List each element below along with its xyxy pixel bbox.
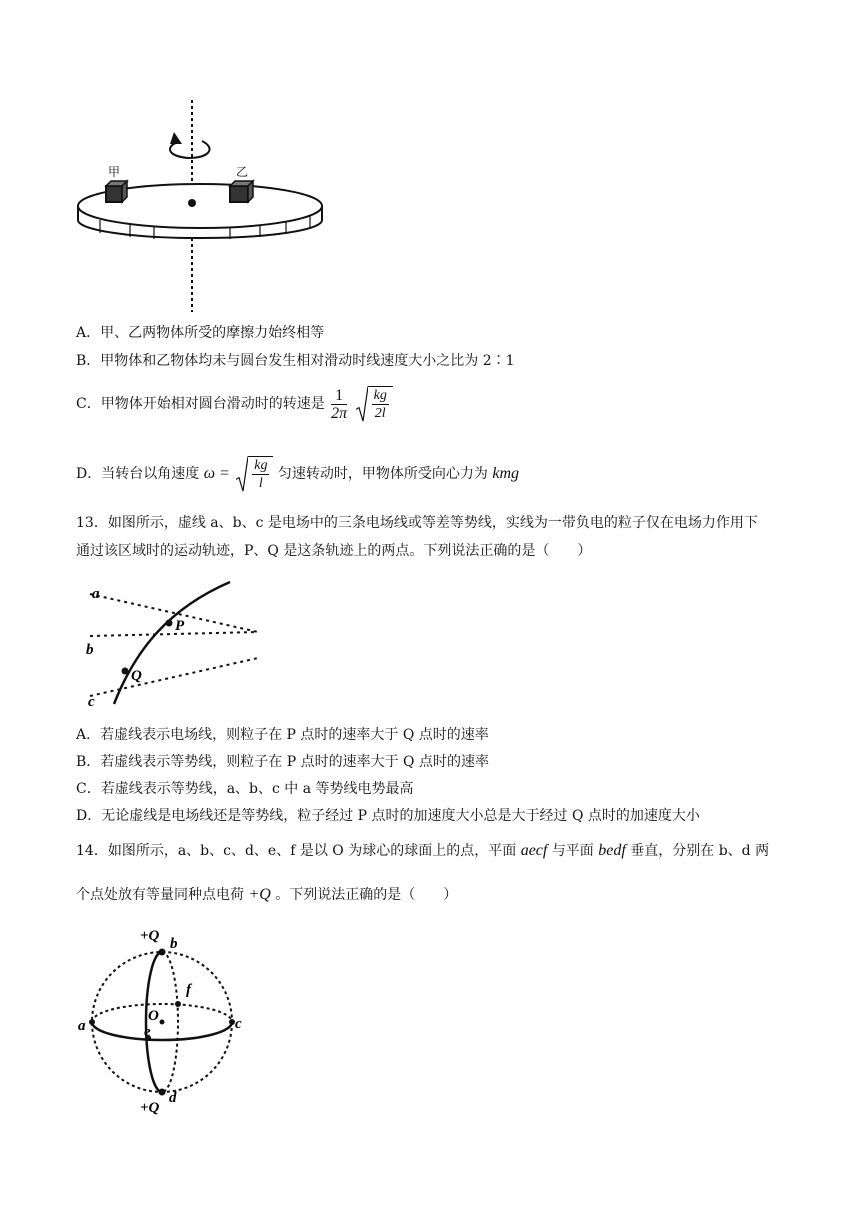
- radicand-numerator: kg: [373, 388, 387, 403]
- q12-option-b: B．甲物体和乙物体均未与圆台发生相对滑动时线速度大小之比为 2∶1: [76, 353, 515, 369]
- frac-denominator: 2π: [331, 404, 348, 422]
- point-P: [166, 620, 173, 627]
- label-a: a: [78, 1018, 86, 1034]
- label-jia: 甲: [108, 165, 121, 179]
- point-f: [175, 1001, 181, 1007]
- label-plusQ-bottom: +Q: [140, 1100, 160, 1116]
- q13-stem-line1: 13．如图所示，虚线 a、b、c 是电场中的三条电场线或等差等势线，实线为一带负电的粒子仅在电场力作用下: [76, 515, 758, 531]
- disk-center: [188, 199, 196, 207]
- q14-stem-line2-b: 。下列说法正确的是（ ）: [275, 887, 458, 903]
- q13-option-a: A．若虚线表示电场线，则粒子在 P 点时的速率大于 Q 点时的速率: [76, 727, 489, 743]
- q12-option-c-prefix: C．甲物体开始相对圆台滑动时的转速是: [76, 396, 325, 412]
- q14-stem-line1-a: 14．如图所示，a、b、c、d、e、f 是以 O 为球心的球面上的点，平面: [76, 843, 517, 859]
- radical-icon: [236, 456, 248, 492]
- q14-stem-line2-a: 个点处放有等量同种点电荷: [76, 887, 244, 903]
- radicand-denominator: l: [258, 476, 263, 491]
- q12-option-d-prefix: D．当转台以角速度: [76, 466, 200, 482]
- label-d: d: [169, 1090, 177, 1106]
- label-yi: 乙: [236, 165, 249, 179]
- equator-back: [92, 1004, 232, 1022]
- sqrt-kg-over-2l: [356, 386, 393, 422]
- block-yi: [230, 181, 253, 202]
- figure-field-lines: [80, 578, 270, 712]
- q14-stem-line1: [76, 842, 769, 860]
- q13-option-d: D．无论虚线是电场线还是等势线，粒子经过 P 点时的加速度大小总是大于经过 Q 点时的加速度大小: [76, 808, 700, 824]
- label-plusQ-top: +Q: [140, 928, 160, 944]
- dashed-line-b: [90, 632, 258, 636]
- block-jia: [106, 181, 127, 202]
- q12-option-c: [76, 386, 393, 422]
- q14-stem-line1-c: 垂直，分别在 b、d 两: [630, 843, 770, 859]
- point-d: [159, 1089, 166, 1096]
- equator-front: [92, 1022, 232, 1040]
- label-a: a: [92, 586, 100, 602]
- sqrt-kg-over-l: [236, 456, 273, 492]
- label-c: c: [88, 694, 95, 710]
- q12-option-d: [76, 456, 519, 492]
- radicand-numerator: kg: [254, 458, 268, 473]
- figure-sphere: [72, 924, 252, 1120]
- q14-stem-line2: [76, 886, 457, 904]
- dashed-line-a: [90, 594, 258, 632]
- q13-option-b: B．若虚线表示等势线，则粒子在 P 点时的速率大于 Q 点时的速率: [76, 754, 489, 770]
- frac-numerator: 1: [331, 387, 347, 405]
- q13-option-c: C．若虚线表示等势线，a、b、c 中 a 等势线电势最高: [76, 781, 414, 797]
- label-b: b: [86, 642, 94, 658]
- label-Q: Q: [131, 668, 142, 684]
- q13-stem-line2: 通过该区域时的运动轨迹，P、Q 是这条轨迹上的两点。下列说法正确的是（ ）: [76, 543, 592, 559]
- plane-aecf: aecf: [520, 842, 548, 859]
- label-P: P: [175, 618, 185, 634]
- radicand-denominator: 2l: [374, 406, 386, 421]
- label-b: b: [170, 936, 178, 952]
- point-a: [89, 1019, 95, 1025]
- figure-rotating-disk: [70, 96, 340, 316]
- arrowhead-icon: [170, 132, 182, 144]
- point-b: [159, 949, 166, 956]
- point-Q: [122, 668, 129, 675]
- omega-symbol: ω =: [203, 465, 230, 482]
- label-e: e: [144, 1024, 151, 1040]
- q12-option-d-suffix: 匀速转动时，甲物体所受向心力为: [277, 466, 488, 482]
- charge-plusQ: +Q: [248, 886, 271, 903]
- dashed-line-c: [90, 658, 258, 696]
- plane-bedf: bedf: [598, 842, 626, 859]
- label-c: c: [235, 1016, 242, 1032]
- kmg-symbol: kmg: [492, 465, 520, 482]
- q12-option-a: A．甲、乙两物体所受的摩擦力始终相等: [76, 325, 325, 341]
- label-O: O: [148, 1008, 159, 1024]
- label-f: f: [186, 982, 191, 998]
- q14-stem-line1-b: 与平面: [551, 843, 594, 859]
- radical-icon: [356, 386, 368, 422]
- point-O: [160, 1020, 165, 1025]
- frac-one-over-two-pi: [331, 387, 347, 422]
